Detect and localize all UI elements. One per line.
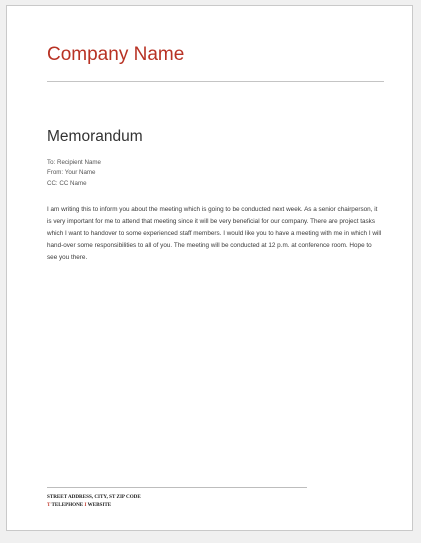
footer-divider <box>47 487 307 488</box>
footer-telephone: TELEPHONE <box>51 501 84 508</box>
footer <box>47 494 141 509</box>
memo-title: Memorandum <box>47 128 143 145</box>
memo-cc: CC: CC Name <box>47 179 87 187</box>
footer-contact <box>47 502 141 510</box>
memo-body: I am writing this to inform you about the meeting which is going to be conducted next week. As a senior chairperson, it is very important for me to attend that meeting since it will be very beneficial for our company. There are project tasks which I want to handover to some experienced staff members. I would like you to have a meeting with me in which I will hand-over some responsibilities to all of you. The meeting will be conducted at 12 p.m. at conference room. Hope to see you there. <box>47 206 382 261</box>
header-divider <box>47 81 384 82</box>
footer-address: STREET ADDRESS, CITY, ST ZIP CODE <box>47 494 141 500</box>
document-page <box>6 5 413 531</box>
memo-from: From: Your Name <box>47 169 96 177</box>
footer-website: WEBSITE <box>87 501 112 508</box>
footer-separator: I <box>84 501 87 508</box>
footer-separator: T <box>47 501 51 508</box>
memo-meta <box>47 158 101 189</box>
company-name: Company Name <box>47 44 185 65</box>
memo-to: To: Recipient Name <box>47 159 101 166</box>
